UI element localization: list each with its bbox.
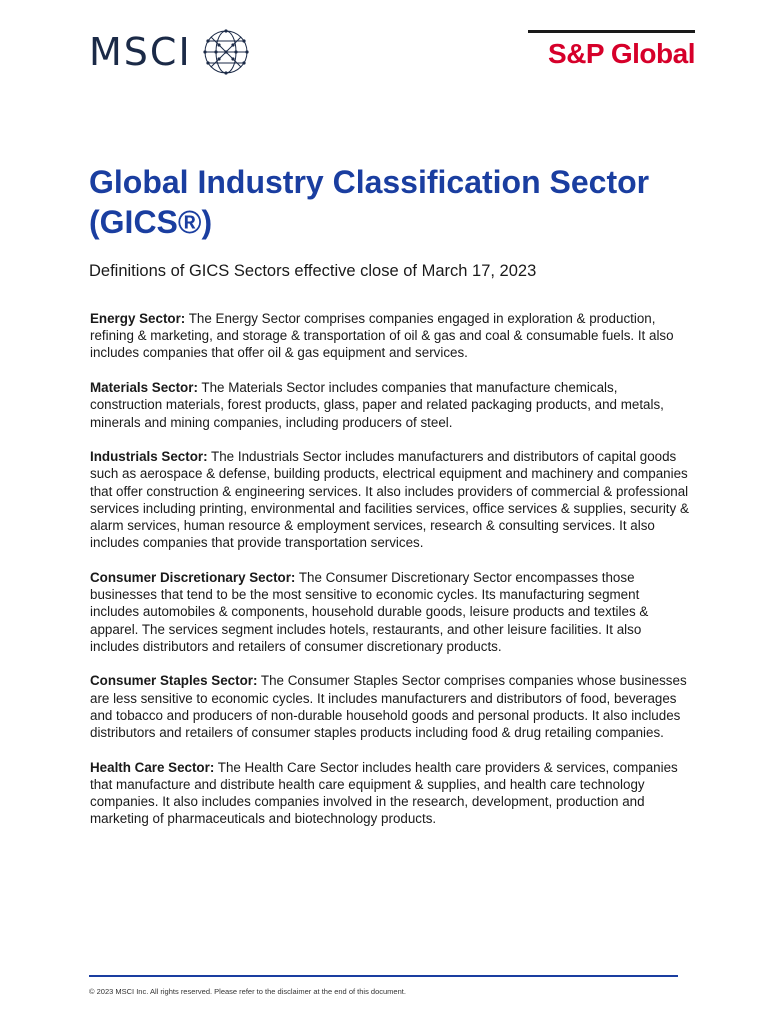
sector-industrials — [90, 448, 690, 551]
sector-description: The Industrials Sector includes manufacturers and distributors of capital goods such as aerospace & defense, building products, electrical equipment and machinery and companies that offer construction & engineering services. It also includes providers of commercial & professional services including printing, environmental and facilities services, office services & supplies, security & alarm services, human resource & employment services, research & consulting services. It also includes companies that provide transportation services. — [90, 449, 689, 551]
sector-name: Health Care Sector: — [90, 759, 215, 775]
sector-name: Industrials Sector: — [90, 449, 208, 465]
sp-logo-bar — [528, 30, 695, 33]
sp-logo-text: S&P Global — [548, 38, 695, 69]
globe-icon — [202, 28, 250, 76]
sector-definitions — [90, 310, 690, 845]
sector-health-care — [90, 759, 690, 828]
sector-consumer-discretionary — [90, 569, 690, 655]
sector-description: The Consumer Staples Sector comprises companies whose businesses are less sensitive to economic cycles. It includes manufacturers and distributors of food, beverages and tobacco and producers of non-durable household goods and personal products. It also includes distributors and retailers of consumer staples products including food & drug retailing companies. — [90, 673, 687, 741]
footer-divider — [89, 975, 678, 977]
sector-description: The Energy Sector comprises companies engaged in exploration & production, refining & marketing, and storage & transportation of oil & gas and coal & consumable fuels. It also includes companies that offer oil & gas equipment and services. — [90, 311, 674, 361]
sector-name: Materials Sector: — [90, 380, 198, 396]
sp-global-logo — [528, 30, 695, 71]
msci-logo-text: MSCI — [89, 30, 192, 74]
sector-name: Energy Sector: — [90, 311, 186, 326]
sector-description: The Health Care Sector includes health care providers & services, companies that manufacture and distribute health care equipment & supplies, and health care technology companies. It also includes companies involved in the research, development, production and marketing of pharmaceuticals and biotechnology products. — [90, 759, 678, 827]
page-subtitle: Definitions of GICS Sectors effective close of March 17, 2023 — [89, 262, 537, 280]
msci-logo — [89, 28, 250, 76]
sector-materials — [90, 379, 690, 431]
footer-copyright: © 2023 MSCI Inc. All rights reserved. Please refer to the disclaimer at the end of this document. — [89, 987, 406, 996]
sector-name: Consumer Staples Sector: — [90, 673, 258, 689]
sector-description: The Consumer Discretionary Sector encompasses those businesses that tend to be the most sensitive to economic cycles. Its manufacturing segment includes automobiles & components, household durable goods, leisure products and textiles & apparel. The services segment includes hotels, restaurants, and other leisure facilities. It also includes distributors and retailers of consumer discretionary products. — [90, 569, 649, 654]
page-title: Global Industry Classification Sector (GICS®) — [89, 164, 650, 240]
sector-name: Consumer Discretionary Sector: — [90, 569, 296, 585]
sector-consumer-staples — [90, 672, 690, 741]
page-header — [0, 0, 768, 100]
sector-energy — [90, 310, 690, 362]
sector-description: The Materials Sector includes companies that manufacture chemicals, construction materials, forest products, glass, paper and related packaging products, and metals, minerals and mining companies, including producers of steel. — [90, 380, 664, 430]
